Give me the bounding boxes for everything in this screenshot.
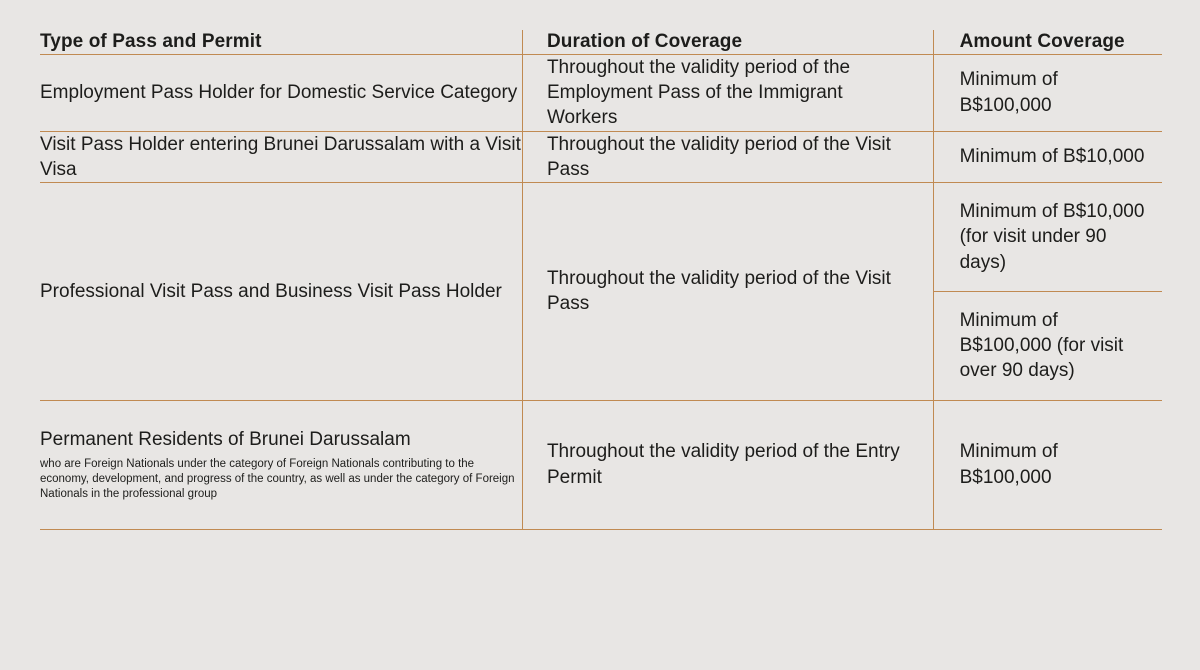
cell-pass-type: Professional Visit Pass and Business Visit Pass Holder <box>40 183 522 401</box>
coverage-table-container <box>40 30 1162 530</box>
cell-duration: Throughout the validity period of the Visit Pass <box>522 183 933 401</box>
column-header-duration: Duration of Coverage <box>522 30 933 54</box>
table-row <box>40 131 1162 183</box>
table-row <box>40 54 1162 131</box>
cell-amount: Minimum of B$100,000 <box>933 400 1162 529</box>
cell-duration: Throughout the validity period of the Visit Pass <box>522 131 933 183</box>
cell-pass-type: Visit Pass Holder entering Brunei Darussalam with a Visit Visa <box>40 131 522 183</box>
cell-pass-type <box>40 400 522 529</box>
cell-amount: Minimum of B$10,000 <box>933 131 1162 183</box>
table-header <box>40 30 1162 54</box>
coverage-table <box>40 30 1162 530</box>
cell-pass-type-note: who are Foreign Nationals under the category of Foreign Nationals contributing to the economy, development, and progress of the country, as well as under the category of Foreign Nationals in the professional group <box>40 457 515 500</box>
cell-duration: Throughout the validity period of the Employment Pass of the Immigrant Workers <box>522 54 933 131</box>
cell-pass-type: Employment Pass Holder for Domestic Service Category <box>40 54 522 131</box>
cell-amount: Minimum of B$100,000 <box>933 54 1162 131</box>
column-header-type: Type of Pass and Permit <box>40 30 522 54</box>
cell-pass-type-title: Permanent Residents of Brunei Darussalam <box>40 429 411 451</box>
cell-amount-under-90-days: Minimum of B$10,000 (for visit under 90 days) <box>934 183 1162 292</box>
table-row <box>40 183 1162 401</box>
cell-amount-split <box>933 183 1162 401</box>
cell-amount-over-90-days: Minimum of B$100,000 (for visit over 90 days) <box>959 309 1124 382</box>
amount-split-inner <box>934 183 1162 400</box>
table-header-row <box>40 30 1162 54</box>
table-body <box>40 54 1162 529</box>
cell-duration: Throughout the validity period of the Entry Permit <box>522 400 933 529</box>
column-header-amount: Amount Coverage <box>933 30 1162 54</box>
table-row <box>40 400 1162 529</box>
